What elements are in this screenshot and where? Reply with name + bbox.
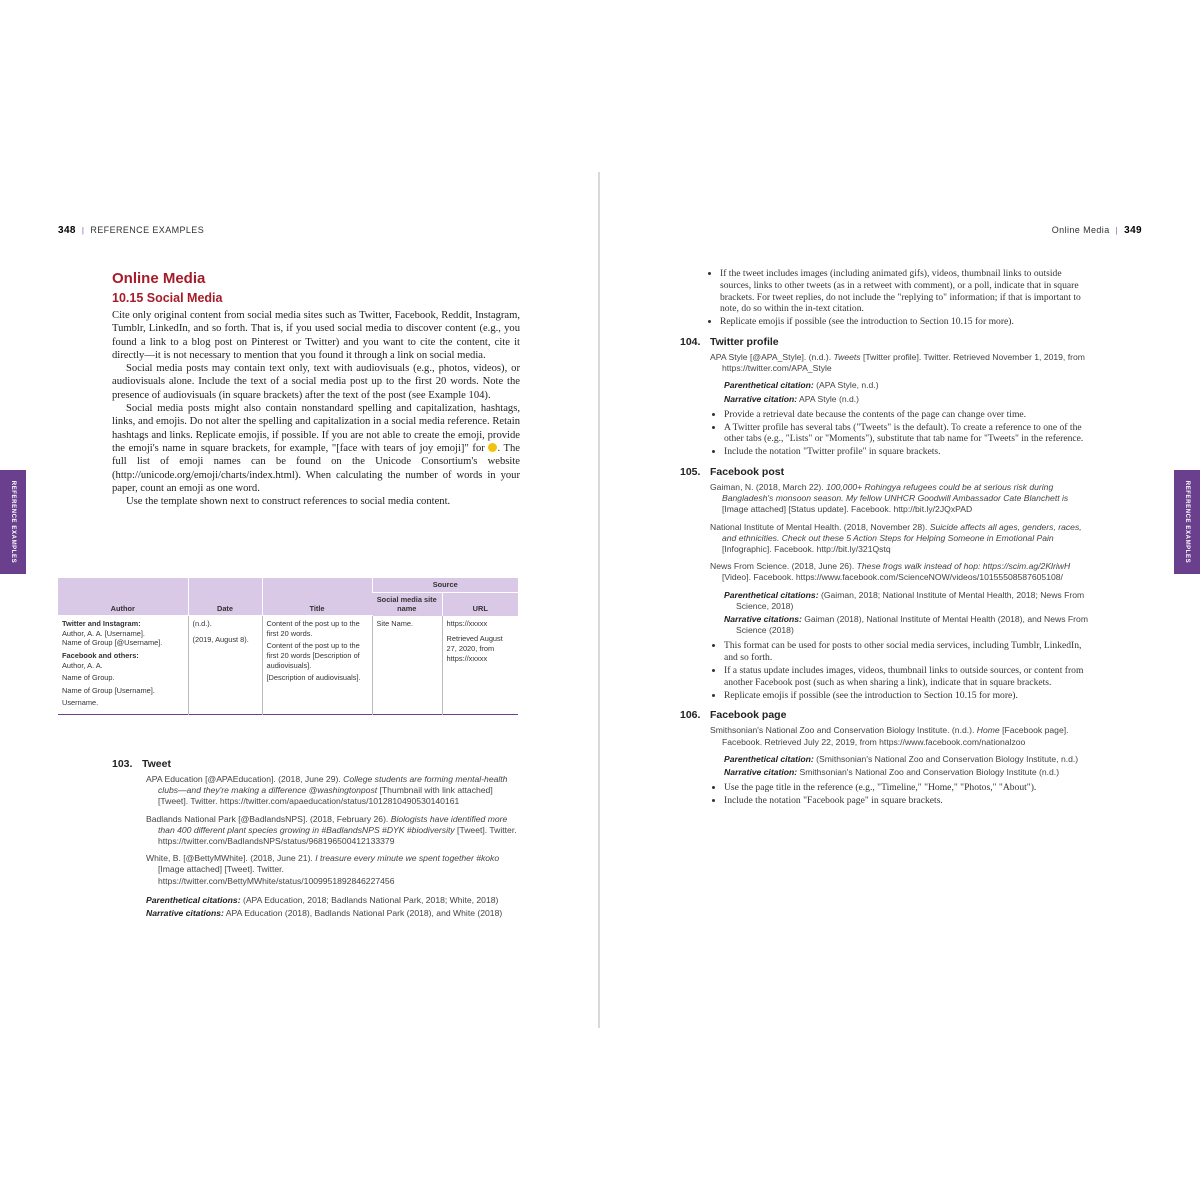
note-item: • Provide a retrieval date because the contents of the page can change over time. bbox=[724, 409, 1092, 421]
reference-entry: National Institute of Mental Health. (2018, November 28). Suicide affects all ages, genders, races, and ethnicities. Check out these 5 Action Steps for Helping Someone in Emotional Pain [Infographic]. Facebook. http://bit.ly/321Qstq bbox=[710, 521, 1082, 554]
example-heading: 106. Facebook page bbox=[680, 709, 787, 722]
parenthetical-citation: Parenthetical citations: (APA Education, 2018; Badlands National Park, 2018; White, 2018) bbox=[146, 894, 499, 905]
paragraph: Social media posts may contain text only, text with audiovisuals (e.g., photos, videos), or audiovisuals alone. Include the text of a social media post up to the first 20 words. Note the presence of audiovisuals (in square brackets) after the text of the post (see Example 104). bbox=[112, 363, 520, 401]
running-title: REFERENCE EXAMPLES bbox=[90, 225, 205, 235]
narrative-citation: Narrative citation: Smithsonian's National Zoo and Conservation Biology Institute (n.d.) bbox=[724, 767, 1060, 778]
right-page bbox=[600, 0, 1200, 1200]
paragraph: Social media posts might also contain nonstandard spelling and capitalization, hashtags, links, and emojis. Do not alter the spelling and capitalization in a social media reference. Retain hashtags and links. Replicate emojis, if possible. If you are not able to create the emoji, provide the emoji's name in square brackets, for example, "[face with tears of joy emoji]" for . The full list of emoji names can be found on the Unicode Consortium's website (http://unicode.org/emoji/charts/index.html). When calculating the number of words in your paper, count an emoji as one word. bbox=[112, 403, 521, 494]
example-heading: 105. Facebook post bbox=[680, 465, 785, 478]
reference-entry: News From Science. (2018, June 26). These frogs walk instead of hop: https://scim.ag/2KlriwH [Video]. Facebook. https://www.facebook.com/ScienceNOW/videos/10155508587605108/ bbox=[710, 561, 1071, 583]
note-item: • This format can be used for posts to other social media services, including Tumblr, LinkedIn, and so forth. bbox=[724, 640, 1092, 664]
reference-entry: APA Style [@APA_Style]. (n.d.). Tweets [Twitter profile]. Twitter. Retrieved November 1, 2019, from https://twitter.com/APA_Style bbox=[710, 351, 1085, 374]
note-item: • If the tweet includes images (including animated gifs), videos, thumbnail links to outside sources, links to other tweets (as in a retweet with comment), or a poll, indicate that in square brackets. For tweet replies, do not include the "replying to" information; if that is important to note, do so within the in-text citation. bbox=[720, 268, 1092, 315]
reference-template-table bbox=[58, 578, 518, 715]
note-list bbox=[710, 409, 1092, 458]
reference-entry: Smithsonian's National Zoo and Conservation Biology Institute. (n.d.). Home [Facebook page]. Facebook. Retrieved July 22, 2019, from https://www.facebook.com/nationalzoo bbox=[710, 725, 1069, 747]
col-source: Source bbox=[372, 578, 518, 592]
section-title: 10.15 Social Media bbox=[112, 291, 223, 305]
page-number: 349 bbox=[1124, 225, 1142, 236]
left-page bbox=[0, 0, 598, 1200]
parenthetical-citation: Parenthetical citation: (APA Style, n.d.) bbox=[724, 380, 879, 391]
narrative-citation: Narrative citations: APA Education (2018), Badlands National Park (2018), and White (2018) bbox=[146, 908, 503, 919]
running-title: Online Media bbox=[1051, 225, 1110, 235]
page-number: 348 bbox=[58, 225, 76, 236]
example-104 bbox=[680, 336, 1092, 458]
reference-entry: White, B. [@BettyMWhite]. (2018, June 21). I treasure every minute we spent together #koko [Image attached] [Tweet]. Twitter. https://twitter.com/BettyMWhite/status/1009951892846227456 bbox=[146, 853, 500, 886]
date-cell: (n.d.). (2019, August 8). bbox=[188, 616, 262, 715]
col-site-name: Social media site name bbox=[372, 592, 442, 616]
narrative-citation: Narrative citation: APA Style (n.d.) bbox=[724, 393, 860, 404]
author-cell: Twitter and Instagram: Author, A. A. [Username]. Name of Group [@Username]. Facebook and others: Author, A. A. Name of Group. Name of Group [Username]. Username. bbox=[62, 619, 163, 708]
col-title: Title bbox=[262, 578, 372, 616]
note-item: • A Twitter profile has several tabs ("Tweets" is the default). To create a reference to one of the other tabs (e.g., "Lists" or "Moments"), substitute that tab name for "Tweets" in the reference. bbox=[724, 422, 1092, 446]
running-head-right: Online Media | 349 bbox=[1051, 225, 1142, 236]
note-item: • Replicate emojis if possible (see the introduction to Section 10.15 for more). bbox=[720, 316, 1092, 328]
running-head-left: 348 | REFERENCE EXAMPLES bbox=[58, 225, 205, 236]
url-cell: https://xxxxx Retrieved August 27, 2020, from https://xxxxx bbox=[442, 616, 518, 715]
note-item: • Include the notation "Twitter profile" in square brackets. bbox=[724, 446, 1092, 458]
note-list bbox=[710, 640, 1092, 701]
narrative-citation: Narrative citations: Gaiman (2018), National Institute of Mental Health (2018), and News From Science (2018) bbox=[724, 614, 1088, 636]
note-item: • If a status update includes images, videos, thumbnail links to outside sources, or content from another Facebook post (such as when sharing a link), indicate that in square brackets. bbox=[724, 665, 1092, 689]
table-row bbox=[58, 616, 518, 715]
side-tab-left: REFERENCE EXAMPLES bbox=[0, 470, 26, 574]
title-cell: Content of the post up to the first 20 words. Content of the post up to the first 20 words [Description of audiovisuals]. [Description of audiovisuals]. bbox=[262, 616, 372, 715]
col-author: Author bbox=[58, 578, 188, 616]
parenthetical-citation: Parenthetical citations: (Gaiman, 2018; National Institute of Mental Health, 2018; News From Science, 2018) bbox=[724, 589, 1085, 611]
site-cell: Site Name. bbox=[372, 616, 442, 715]
note-item: • Include the notation "Facebook page" in square brackets. bbox=[724, 795, 1092, 807]
col-url: URL bbox=[442, 592, 518, 616]
example-103 bbox=[112, 758, 522, 921]
intro-text bbox=[112, 309, 520, 508]
note-list bbox=[706, 268, 1092, 328]
example-heading: 103. Tweet bbox=[112, 758, 171, 770]
note-item: • Use the page title in the reference (e.g., "Timeline," "Home," "Photos," "About"). bbox=[724, 782, 1092, 794]
side-tab-right: REFERENCE EXAMPLES bbox=[1174, 470, 1200, 574]
right-column bbox=[680, 268, 1092, 815]
reference-entry: APA Education [@APAEducation]. (2018, June 29). College students are forming mental-health clubs—and they're making a difference @washingtonpost [Thumbnail with link attached] [Tweet]. Twitter. https://twitter.com/apaeducation/status/1012810490530140161 bbox=[146, 774, 508, 807]
example-106 bbox=[680, 709, 1092, 806]
note-list bbox=[710, 782, 1092, 807]
note-item: • Replicate emojis if possible (see the introduction to Section 10.15 for more). bbox=[724, 690, 1092, 702]
reference-entry: Badlands National Park [@BadlandsNPS]. (2018, February 26). Biologists have identified more than 400 different plant species growing in #BadlandsNPS #DYK #biodiversity [Tweet]. Twitter. https://twitter.com/BadlandsNPS/status/968196500412133379 bbox=[146, 813, 517, 847]
col-date: Date bbox=[188, 578, 262, 616]
reference-entry: Gaiman, N. (2018, March 22). 100,000+ Rohingya refugees could be at serious risk during Bangladesh's monsoon season. My fellow UNHCR Goodwill Ambassador Cate Blanchett is [Image attached] [Status update]. Facebook. http://bit.ly/2JQxPAD bbox=[710, 481, 1069, 515]
example-heading: 104. Twitter profile bbox=[680, 335, 779, 348]
section-heading: Online Media bbox=[112, 270, 206, 287]
left-column bbox=[112, 270, 520, 508]
paragraph: Cite only original content from social media sites such as Twitter, Facebook, Reddit, Instagram, Tumblr, LinkedIn, and so forth. That is, if you used social media to discover content (e.g., you found a link to a blog post on Pinterest or Twitter) and you want to cite the content, cite it directly—it is not necessary to mention that you found it through a link on social media. bbox=[112, 310, 520, 361]
example-105 bbox=[680, 466, 1092, 701]
paragraph: Use the template shown next to construct references to social media content. bbox=[126, 496, 451, 508]
parenthetical-citation: Parenthetical citation: (Smithsonian's National Zoo and Conservation Biology Institute, n.d.) bbox=[724, 753, 1079, 764]
